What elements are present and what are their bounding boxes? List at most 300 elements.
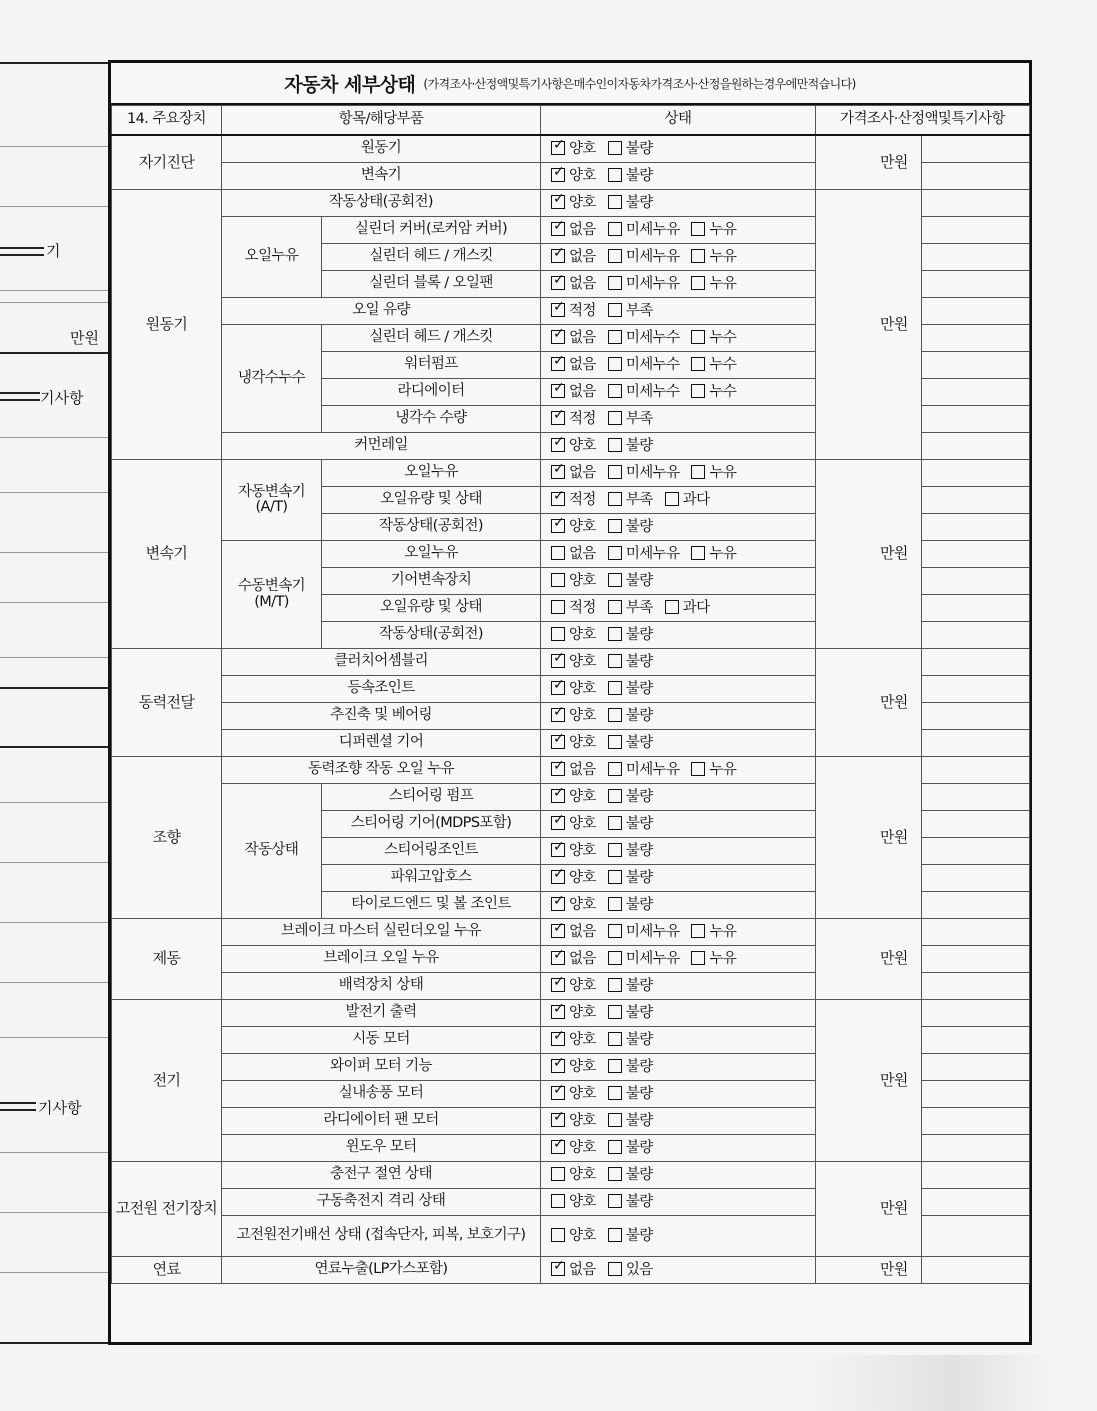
notes-cell[interactable] bbox=[922, 1257, 1030, 1284]
option-label: 양호 bbox=[569, 842, 596, 859]
status-option[interactable] bbox=[608, 1086, 653, 1102]
checked-checkbox-icon[interactable] bbox=[551, 384, 565, 398]
status-option[interactable] bbox=[608, 843, 653, 859]
checkbox-icon[interactable] bbox=[608, 951, 622, 965]
notes-cell[interactable] bbox=[922, 190, 1030, 217]
status-option[interactable] bbox=[608, 384, 680, 400]
notes-cell[interactable] bbox=[922, 1000, 1030, 1027]
status-option[interactable] bbox=[608, 870, 653, 886]
checkbox-icon[interactable] bbox=[608, 1086, 622, 1100]
checked-checkbox-icon[interactable] bbox=[551, 168, 565, 182]
status-option[interactable] bbox=[551, 546, 596, 562]
status-option[interactable] bbox=[608, 924, 680, 940]
option-label: 양호 bbox=[569, 1139, 596, 1156]
option-label: 불량 bbox=[625, 167, 653, 184]
checkbox-icon[interactable] bbox=[608, 276, 622, 290]
option-label: 없음 bbox=[569, 545, 596, 562]
checkbox-icon[interactable] bbox=[608, 357, 622, 371]
checkbox-icon[interactable] bbox=[551, 546, 565, 560]
checkbox-icon[interactable] bbox=[551, 1167, 565, 1181]
status-cell bbox=[541, 325, 816, 352]
checked-checkbox-icon[interactable] bbox=[551, 330, 565, 344]
status-option[interactable] bbox=[551, 600, 596, 616]
status-option[interactable] bbox=[608, 735, 653, 751]
notes-cell[interactable] bbox=[922, 1027, 1030, 1054]
status-option[interactable] bbox=[608, 978, 653, 994]
status-option[interactable] bbox=[551, 1262, 596, 1278]
status-option[interactable] bbox=[691, 222, 736, 238]
notes-cell[interactable] bbox=[922, 865, 1030, 892]
status-option[interactable] bbox=[608, 141, 653, 157]
checked-checkbox-icon[interactable] bbox=[551, 195, 565, 209]
status-option[interactable] bbox=[551, 303, 596, 319]
status-cell bbox=[541, 595, 816, 622]
table-row bbox=[112, 919, 1030, 946]
option-label: 양호 bbox=[569, 1166, 596, 1183]
option-label: 미세누유 bbox=[625, 464, 680, 481]
status-option[interactable] bbox=[551, 168, 596, 184]
checkbox-icon[interactable] bbox=[691, 762, 705, 776]
checkbox-icon[interactable] bbox=[608, 1194, 622, 1208]
option-label: 적정 bbox=[569, 302, 596, 319]
checked-checkbox-icon[interactable] bbox=[551, 1059, 565, 1073]
status-option[interactable] bbox=[608, 168, 653, 184]
checkbox-icon[interactable] bbox=[608, 654, 622, 668]
status-option[interactable] bbox=[608, 600, 653, 616]
checked-checkbox-icon[interactable] bbox=[551, 438, 565, 452]
notes-cell[interactable] bbox=[922, 244, 1030, 271]
status-option[interactable] bbox=[691, 357, 736, 373]
status-option[interactable] bbox=[551, 1167, 596, 1183]
notes-cell[interactable] bbox=[922, 1054, 1030, 1081]
checkbox-icon[interactable] bbox=[608, 303, 622, 317]
checkbox-icon[interactable] bbox=[551, 573, 565, 587]
option-label: 부족 bbox=[625, 599, 653, 616]
checkbox-icon[interactable] bbox=[551, 627, 565, 641]
checkbox-icon[interactable] bbox=[608, 1262, 622, 1276]
status-option[interactable] bbox=[608, 546, 680, 562]
item-label: 타이로드엔드 및 볼 조인트 bbox=[322, 892, 541, 919]
status-option[interactable] bbox=[551, 1086, 596, 1102]
checked-checkbox-icon[interactable] bbox=[551, 654, 565, 668]
status-cell bbox=[541, 541, 816, 568]
status-option[interactable] bbox=[608, 1194, 653, 1210]
option-label: 불량 bbox=[625, 1227, 653, 1244]
checked-checkbox-icon[interactable] bbox=[551, 681, 565, 695]
option-label: 양호 bbox=[569, 869, 596, 886]
checkbox-icon[interactable] bbox=[608, 735, 622, 749]
status-option[interactable] bbox=[691, 249, 736, 265]
item-label: 기어변속장치 bbox=[322, 568, 541, 595]
checkbox-icon[interactable] bbox=[608, 708, 622, 722]
checkbox-icon[interactable] bbox=[665, 492, 679, 506]
status-option[interactable] bbox=[551, 924, 596, 940]
status-option[interactable] bbox=[691, 924, 736, 940]
item-label: 워터펌프 bbox=[322, 352, 541, 379]
status-option[interactable] bbox=[608, 1228, 653, 1244]
checkbox-icon[interactable] bbox=[608, 1005, 622, 1019]
status-option[interactable] bbox=[551, 1059, 596, 1075]
option-label: 미세누유 bbox=[625, 248, 680, 265]
status-option[interactable] bbox=[551, 681, 596, 697]
checkbox-icon[interactable] bbox=[608, 816, 622, 830]
notes-cell[interactable] bbox=[922, 973, 1030, 1000]
status-option[interactable] bbox=[551, 411, 596, 427]
checked-checkbox-icon[interactable] bbox=[551, 1262, 565, 1276]
checkbox-icon[interactable] bbox=[608, 789, 622, 803]
option-label: 양호 bbox=[569, 1227, 596, 1244]
checkbox-icon[interactable] bbox=[691, 546, 705, 560]
checkbox-icon[interactable] bbox=[608, 492, 622, 506]
notes-cell[interactable] bbox=[922, 271, 1030, 298]
checkbox-icon[interactable] bbox=[608, 600, 622, 614]
status-option[interactable] bbox=[608, 1167, 653, 1183]
option-label: 없음 bbox=[569, 329, 596, 346]
status-option[interactable] bbox=[551, 141, 596, 157]
status-option[interactable] bbox=[691, 465, 736, 481]
checkbox-icon[interactable] bbox=[608, 546, 622, 560]
checked-checkbox-icon[interactable] bbox=[551, 897, 565, 911]
item-label: 연료누출(LP가스포함) bbox=[222, 1257, 541, 1284]
notes-cell[interactable] bbox=[922, 541, 1030, 568]
price-unit: 만원 bbox=[816, 1000, 922, 1162]
option-label: 누유 bbox=[709, 950, 737, 967]
checked-checkbox-icon[interactable] bbox=[551, 465, 565, 479]
device-category: 제동 bbox=[112, 919, 222, 1000]
status-option[interactable] bbox=[608, 708, 653, 724]
status-option[interactable] bbox=[551, 357, 596, 373]
checkbox-icon[interactable] bbox=[608, 168, 622, 182]
status-cell bbox=[541, 784, 816, 811]
option-label: 불량 bbox=[625, 1004, 653, 1021]
notes-cell[interactable] bbox=[922, 1108, 1030, 1135]
checkbox-icon[interactable] bbox=[608, 384, 622, 398]
checkbox-icon[interactable] bbox=[608, 1032, 622, 1046]
table-row bbox=[112, 1000, 1030, 1027]
status-option[interactable] bbox=[608, 357, 680, 373]
status-option[interactable] bbox=[551, 897, 596, 913]
notes-cell[interactable] bbox=[922, 757, 1030, 784]
status-option[interactable] bbox=[551, 1140, 596, 1156]
checked-checkbox-icon[interactable] bbox=[551, 1140, 565, 1154]
checkbox-icon[interactable] bbox=[551, 1194, 565, 1208]
notes-cell[interactable] bbox=[922, 406, 1030, 433]
checkbox-icon[interactable] bbox=[608, 573, 622, 587]
status-option[interactable] bbox=[608, 681, 653, 697]
notes-cell[interactable] bbox=[922, 217, 1030, 244]
status-option[interactable] bbox=[551, 519, 596, 535]
status-option[interactable] bbox=[551, 789, 596, 805]
checked-checkbox-icon[interactable] bbox=[551, 1005, 565, 1019]
sub-group-label: 오일누유 bbox=[222, 217, 322, 298]
status-option[interactable] bbox=[551, 1113, 596, 1129]
status-option[interactable] bbox=[665, 492, 710, 508]
status-option[interactable] bbox=[608, 573, 653, 589]
status-option[interactable] bbox=[551, 708, 596, 724]
status-option[interactable] bbox=[608, 519, 653, 535]
option-label: 없음 bbox=[569, 221, 596, 238]
item-label: 실린더 커버(로커암 커버) bbox=[322, 217, 541, 244]
status-option[interactable] bbox=[608, 492, 653, 508]
option-label: 양호 bbox=[569, 707, 596, 724]
checkbox-icon[interactable] bbox=[691, 222, 705, 236]
status-option[interactable] bbox=[608, 654, 653, 670]
status-option[interactable] bbox=[608, 465, 680, 481]
device-category: 조향 bbox=[112, 757, 222, 919]
checkbox-icon[interactable] bbox=[608, 1228, 622, 1242]
checkbox-icon[interactable] bbox=[608, 681, 622, 695]
checked-checkbox-icon[interactable] bbox=[551, 492, 565, 506]
status-option[interactable] bbox=[551, 465, 596, 481]
notes-cell[interactable] bbox=[922, 352, 1030, 379]
status-cell bbox=[541, 892, 816, 919]
status-option[interactable] bbox=[608, 276, 680, 292]
status-option[interactable] bbox=[551, 384, 596, 400]
status-option[interactable] bbox=[608, 303, 653, 319]
status-option[interactable] bbox=[551, 249, 596, 265]
status-option[interactable] bbox=[551, 195, 596, 211]
status-cell bbox=[541, 919, 816, 946]
notes-cell[interactable] bbox=[922, 703, 1030, 730]
checkbox-icon[interactable] bbox=[608, 762, 622, 776]
option-label: 없음 bbox=[569, 248, 596, 265]
item-label: 스티어링조인트 bbox=[322, 838, 541, 865]
status-option[interactable] bbox=[608, 330, 680, 346]
status-option[interactable] bbox=[691, 546, 736, 562]
checkbox-icon[interactable] bbox=[608, 897, 622, 911]
checkbox-icon[interactable] bbox=[551, 1228, 565, 1242]
notes-cell[interactable] bbox=[922, 622, 1030, 649]
notes-cell[interactable] bbox=[922, 487, 1030, 514]
status-option[interactable] bbox=[608, 951, 680, 967]
status-option[interactable] bbox=[551, 330, 596, 346]
checked-checkbox-icon[interactable] bbox=[551, 708, 565, 722]
status-option[interactable] bbox=[551, 735, 596, 751]
status-option[interactable] bbox=[608, 762, 680, 778]
status-option[interactable] bbox=[551, 654, 596, 670]
device-category: 전기 bbox=[112, 1000, 222, 1162]
checkbox-icon[interactable] bbox=[691, 330, 705, 344]
checkbox-icon[interactable] bbox=[608, 1113, 622, 1127]
checkbox-icon[interactable] bbox=[608, 627, 622, 641]
checkbox-icon[interactable] bbox=[691, 951, 705, 965]
status-option[interactable] bbox=[551, 276, 596, 292]
status-option[interactable] bbox=[608, 249, 680, 265]
status-option[interactable] bbox=[608, 1032, 653, 1048]
status-option[interactable] bbox=[608, 789, 653, 805]
notes-cell[interactable] bbox=[922, 595, 1030, 622]
status-cell bbox=[541, 352, 816, 379]
status-option[interactable] bbox=[608, 1262, 653, 1278]
checkbox-icon[interactable] bbox=[608, 843, 622, 857]
notes-cell[interactable] bbox=[922, 298, 1030, 325]
status-option[interactable] bbox=[608, 411, 653, 427]
status-option[interactable] bbox=[665, 600, 710, 616]
sub-group-label: 작동상태 bbox=[222, 784, 322, 919]
option-label: 양호 bbox=[569, 1004, 596, 1021]
checkbox-icon[interactable] bbox=[608, 1059, 622, 1073]
notes-cell[interactable] bbox=[922, 784, 1030, 811]
checked-checkbox-icon[interactable] bbox=[551, 357, 565, 371]
status-option[interactable] bbox=[608, 195, 653, 211]
status-option[interactable] bbox=[551, 1032, 596, 1048]
checked-checkbox-icon[interactable] bbox=[551, 843, 565, 857]
checked-checkbox-icon[interactable] bbox=[551, 141, 565, 155]
checked-checkbox-icon[interactable] bbox=[551, 870, 565, 884]
checkbox-icon[interactable] bbox=[665, 600, 679, 614]
status-option[interactable] bbox=[608, 627, 653, 643]
notes-cell[interactable] bbox=[922, 1216, 1030, 1257]
status-option[interactable] bbox=[551, 492, 596, 508]
checkbox-icon[interactable] bbox=[608, 1140, 622, 1154]
checked-checkbox-icon[interactable] bbox=[551, 789, 565, 803]
status-option[interactable] bbox=[608, 1140, 653, 1156]
notes-cell[interactable] bbox=[922, 1189, 1030, 1216]
checkbox-icon[interactable] bbox=[551, 600, 565, 614]
status-cell bbox=[541, 163, 816, 190]
checked-checkbox-icon[interactable] bbox=[551, 411, 565, 425]
item-label: 실내송풍 모터 bbox=[222, 1081, 541, 1108]
device-category: 자기진단 bbox=[112, 135, 222, 190]
option-label: 없음 bbox=[569, 761, 596, 778]
status-option[interactable] bbox=[551, 1194, 596, 1210]
option-label: 없음 bbox=[569, 383, 596, 400]
checkbox-icon[interactable] bbox=[608, 870, 622, 884]
checked-checkbox-icon[interactable] bbox=[551, 519, 565, 533]
status-option[interactable] bbox=[608, 438, 653, 454]
checkbox-icon[interactable] bbox=[691, 465, 705, 479]
checked-checkbox-icon[interactable] bbox=[551, 249, 565, 263]
checkbox-icon[interactable] bbox=[608, 519, 622, 533]
notes-cell[interactable] bbox=[922, 163, 1030, 190]
notes-cell[interactable] bbox=[922, 433, 1030, 460]
status-option[interactable] bbox=[551, 762, 596, 778]
status-option[interactable] bbox=[551, 573, 596, 589]
option-label: 양호 bbox=[569, 437, 596, 454]
notes-cell[interactable] bbox=[922, 676, 1030, 703]
status-option[interactable] bbox=[608, 816, 653, 832]
checked-checkbox-icon[interactable] bbox=[551, 978, 565, 992]
status-option[interactable] bbox=[551, 816, 596, 832]
checked-checkbox-icon[interactable] bbox=[551, 1113, 565, 1127]
item-label: 원동기 bbox=[222, 135, 541, 163]
item-label: 동력조향 작동 오일 누유 bbox=[222, 757, 541, 784]
item-label: 클러치어셈블리 bbox=[222, 649, 541, 676]
notes-cell[interactable] bbox=[922, 730, 1030, 757]
option-label: 불량 bbox=[625, 896, 653, 913]
checked-checkbox-icon[interactable] bbox=[551, 303, 565, 317]
item-label: 충전구 절연 상태 bbox=[222, 1162, 541, 1189]
status-option[interactable] bbox=[551, 870, 596, 886]
notes-cell[interactable] bbox=[922, 649, 1030, 676]
notes-cell[interactable] bbox=[922, 1162, 1030, 1189]
status-option[interactable] bbox=[608, 1113, 653, 1129]
notes-cell[interactable] bbox=[922, 1135, 1030, 1162]
option-label: 누유 bbox=[709, 545, 737, 562]
checked-checkbox-icon[interactable] bbox=[551, 924, 565, 938]
status-option[interactable] bbox=[551, 1228, 596, 1244]
status-option[interactable] bbox=[608, 1005, 653, 1021]
checked-checkbox-icon[interactable] bbox=[551, 276, 565, 290]
notes-cell[interactable] bbox=[922, 1081, 1030, 1108]
checkbox-icon[interactable] bbox=[608, 978, 622, 992]
status-option[interactable] bbox=[551, 222, 596, 238]
checkbox-icon[interactable] bbox=[608, 249, 622, 263]
checkbox-icon[interactable] bbox=[608, 195, 622, 209]
status-option[interactable] bbox=[691, 762, 736, 778]
checkbox-icon[interactable] bbox=[691, 384, 705, 398]
status-option[interactable] bbox=[608, 897, 653, 913]
checked-checkbox-icon[interactable] bbox=[551, 222, 565, 236]
checkbox-icon[interactable] bbox=[608, 411, 622, 425]
notes-cell[interactable] bbox=[922, 514, 1030, 541]
notes-cell[interactable] bbox=[922, 811, 1030, 838]
price-unit: 만원 bbox=[816, 135, 922, 190]
item-label: 오일유량 및 상태 bbox=[322, 595, 541, 622]
checkbox-icon[interactable] bbox=[691, 357, 705, 371]
notes-cell[interactable] bbox=[922, 379, 1030, 406]
status-option[interactable] bbox=[551, 978, 596, 994]
status-option[interactable] bbox=[608, 222, 680, 238]
checked-checkbox-icon[interactable] bbox=[551, 762, 565, 776]
checkbox-icon[interactable] bbox=[608, 222, 622, 236]
status-option[interactable] bbox=[551, 843, 596, 859]
status-option[interactable] bbox=[691, 951, 736, 967]
status-option[interactable] bbox=[551, 1005, 596, 1021]
status-option[interactable] bbox=[691, 276, 736, 292]
notes-cell[interactable] bbox=[922, 325, 1030, 352]
item-label: 배력장치 상태 bbox=[222, 973, 541, 1000]
notes-cell[interactable] bbox=[922, 135, 1030, 163]
option-label: 불량 bbox=[625, 1139, 653, 1156]
notes-cell[interactable] bbox=[922, 568, 1030, 595]
status-option[interactable] bbox=[551, 627, 596, 643]
checkbox-icon[interactable] bbox=[691, 924, 705, 938]
checkbox-icon[interactable] bbox=[608, 330, 622, 344]
option-label: 불량 bbox=[625, 1085, 653, 1102]
checked-checkbox-icon[interactable] bbox=[551, 1032, 565, 1046]
checked-checkbox-icon[interactable] bbox=[551, 735, 565, 749]
status-option[interactable] bbox=[608, 1059, 653, 1075]
checkbox-icon[interactable] bbox=[608, 924, 622, 938]
status-option[interactable] bbox=[691, 330, 736, 346]
notes-cell[interactable] bbox=[922, 892, 1030, 919]
checked-checkbox-icon[interactable] bbox=[551, 816, 565, 830]
checkbox-icon[interactable] bbox=[691, 276, 705, 290]
checked-checkbox-icon[interactable] bbox=[551, 951, 565, 965]
notes-cell[interactable] bbox=[922, 946, 1030, 973]
checkbox-icon[interactable] bbox=[608, 1167, 622, 1181]
checkbox-icon[interactable] bbox=[608, 438, 622, 452]
price-unit: 만원 bbox=[816, 190, 922, 460]
option-label: 누유 bbox=[709, 464, 737, 481]
checkbox-icon[interactable] bbox=[608, 465, 622, 479]
status-option[interactable] bbox=[551, 951, 596, 967]
checkbox-icon[interactable] bbox=[608, 141, 622, 155]
option-label: 불량 bbox=[625, 437, 653, 454]
option-label: 없음 bbox=[569, 464, 596, 481]
status-option[interactable] bbox=[691, 384, 736, 400]
notes-cell[interactable] bbox=[922, 838, 1030, 865]
checked-checkbox-icon[interactable] bbox=[551, 1086, 565, 1100]
notes-cell[interactable] bbox=[922, 919, 1030, 946]
status-cell bbox=[541, 676, 816, 703]
checkbox-icon[interactable] bbox=[691, 249, 705, 263]
option-label: 미세누유 bbox=[625, 275, 680, 292]
option-label: 적정 bbox=[569, 491, 596, 508]
status-option[interactable] bbox=[551, 438, 596, 454]
notes-cell[interactable] bbox=[922, 460, 1030, 487]
